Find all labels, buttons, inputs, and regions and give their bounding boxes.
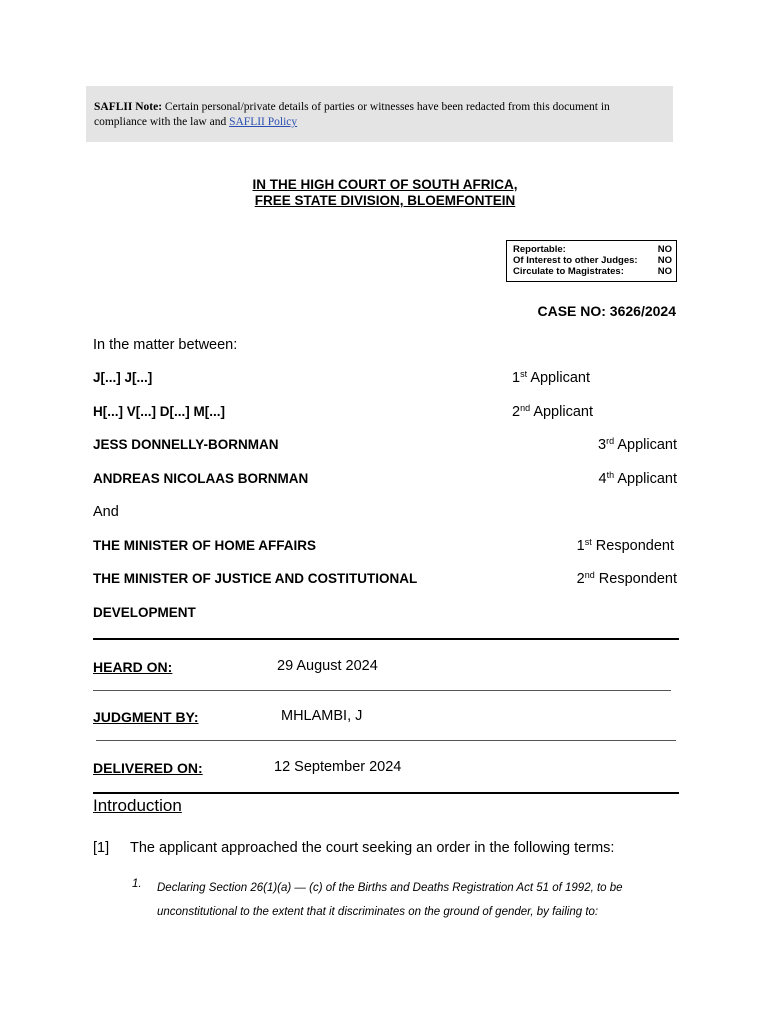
respondent-1-name: THE MINISTER OF HOME AFFAIRS xyxy=(93,538,317,553)
saflii-note-label: SAFLII Note: xyxy=(94,101,163,113)
matter-between: In the matter between: xyxy=(93,337,238,353)
role-text: Applicant xyxy=(527,370,590,386)
section-divider xyxy=(93,638,679,640)
paragraph-number: [1] xyxy=(93,840,110,856)
circulate-magistrates-row xyxy=(513,266,672,277)
reportable-box xyxy=(506,240,677,282)
ordinal-suffix: rd xyxy=(606,436,615,446)
ordinal-suffix: st xyxy=(520,369,528,379)
ordinal-suffix: th xyxy=(606,470,615,480)
delivered-on-label: DELIVERED ON: xyxy=(93,760,203,776)
respondent-1-role xyxy=(577,537,674,554)
heard-on-value: 29 August 2024 xyxy=(277,658,378,674)
judgment-by-value: MHLAMBI, J xyxy=(281,708,363,724)
judgment-by-label: JUDGMENT BY: xyxy=(93,709,199,725)
applicant-4-role xyxy=(599,470,677,487)
divider-line xyxy=(93,690,671,691)
paragraph-text: The applicant approached the court seeking an order in the following terms: xyxy=(130,840,615,856)
section-divider xyxy=(93,792,679,794)
court-heading xyxy=(0,177,770,209)
heard-on-label: HEARD ON: xyxy=(93,659,173,675)
respondent-2-name-continuation: DEVELOPMENT xyxy=(93,605,196,620)
list-item-number: 1. xyxy=(132,878,142,890)
introduction-heading: Introduction xyxy=(93,796,182,815)
reportable-label: Reportable: xyxy=(513,244,566,255)
interest-judges-label: Of Interest to other Judges: xyxy=(513,255,638,266)
applicant-1-name: J[...] J[...] xyxy=(93,370,153,385)
ordinal-number: 3 xyxy=(598,437,607,453)
circulate-magistrates-label: Circulate to Magistrates: xyxy=(513,266,624,277)
ordinal-number: 1 xyxy=(576,538,585,554)
applicant-2-role xyxy=(512,403,593,420)
ordinal-number: 4 xyxy=(598,471,607,487)
applicant-3-role xyxy=(598,436,677,453)
ordinal-number: 2 xyxy=(576,571,585,587)
circulate-magistrates-value: NO xyxy=(657,266,672,277)
respondent-2-name: THE MINISTER OF JUSTICE AND COSTITUTIONAL xyxy=(93,571,418,586)
role-text: Applicant xyxy=(614,437,677,453)
delivered-on-value: 12 September 2024 xyxy=(274,759,402,775)
divider-line xyxy=(96,740,676,741)
ordinal-number: 2 xyxy=(512,404,521,420)
role-text: Applicant xyxy=(614,471,677,487)
saflii-note-box xyxy=(86,86,673,142)
ordinal-suffix: nd xyxy=(520,403,531,413)
ordinal-suffix: st xyxy=(584,537,592,547)
list-item-text: Declaring Section 26(1)(a) — (c) of the Births and Deaths Registration Act 51 of 1992, to be unconstitutional to the extent that it discriminates on the ground of gender, by failing to: xyxy=(157,882,623,918)
role-text: Applicant xyxy=(530,404,593,420)
ordinal-number: 1 xyxy=(512,370,521,386)
reportable-row xyxy=(513,244,672,255)
case-number: CASE NO: 3626/2024 xyxy=(537,303,676,319)
and-label: And xyxy=(93,504,119,520)
court-heading-line2: FREE STATE DIVISION, BLOEMFONTEIN xyxy=(254,193,516,208)
applicant-1-role xyxy=(512,369,590,386)
role-text: Respondent xyxy=(594,571,677,587)
reportable-value: NO xyxy=(657,244,672,255)
applicant-2-name: H[...] V[...] D[...] M[...] xyxy=(93,404,225,419)
saflii-note-text: Certain personal/private details of parties or witnesses have been redacted from this document in compliance with the law and xyxy=(94,101,610,128)
role-text: Respondent xyxy=(591,538,674,554)
applicant-3-name: JESS DONNELLY-BORNMAN xyxy=(93,437,279,452)
interest-judges-row xyxy=(513,255,672,266)
court-heading-line1: IN THE HIGH COURT OF SOUTH AFRICA, xyxy=(252,177,518,192)
ordinal-suffix: nd xyxy=(584,570,595,580)
saflii-policy-link[interactable]: SAFLII Policy xyxy=(229,116,298,128)
applicant-4-name: ANDREAS NICOLAAS BORNMAN xyxy=(93,471,309,486)
respondent-2-role xyxy=(577,570,677,587)
interest-judges-value: NO xyxy=(657,255,672,266)
